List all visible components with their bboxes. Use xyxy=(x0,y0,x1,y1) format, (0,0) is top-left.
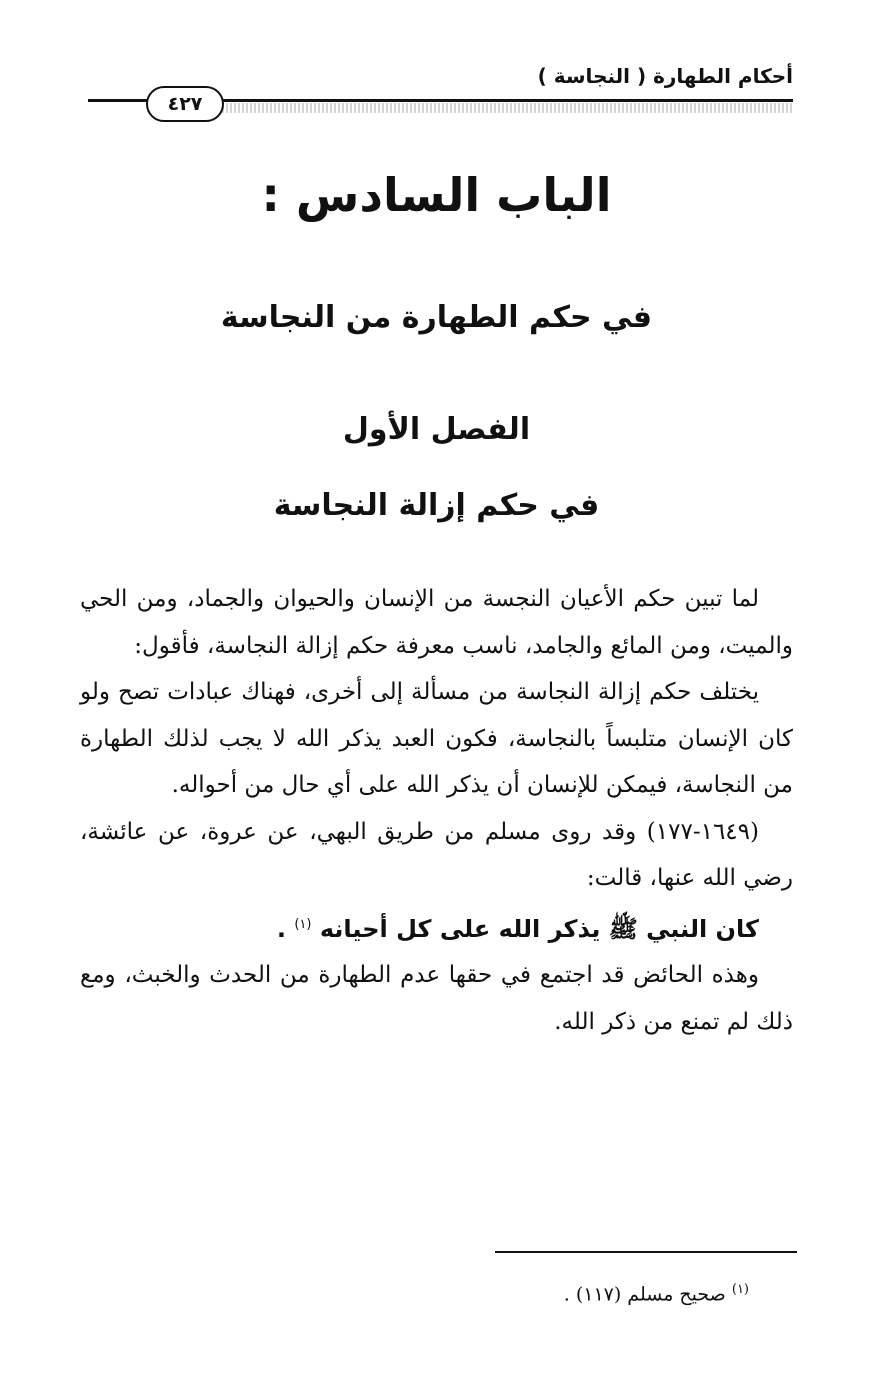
chapter-heading: الباب السادس : xyxy=(261,168,612,222)
paragraph-4: وهذه الحائض قد اجتمع في حقها عدم الطهارة من الحدث والخبث، ومع ذلك لم تمنع من ذكر الله. xyxy=(80,962,793,1035)
hadith-line xyxy=(80,902,793,953)
hadith-note-mark: (١) xyxy=(294,916,312,932)
paragraph-1: لما تبين حكم الأعيان النجسة من الإنسان والحيوان والجماد، ومن الحي والميت، ومن المائع والجامد، ناسب معرفة حكم إزالة النجاسة، فأقول: xyxy=(80,586,793,659)
hadith-text: كان النبي ﷺ يذكر الله على كل أحيانه xyxy=(319,914,759,943)
page-number-badge: ٤٢٧ xyxy=(146,86,224,122)
section-subtitle: في حكم إزالة النجاسة xyxy=(273,488,600,523)
footnote-text: صحيح مسلم (١١٧) . xyxy=(563,1283,726,1306)
footnote-mark: (١) xyxy=(731,1282,749,1297)
running-header-title: أحكام الطهارة ( النجاسة ) xyxy=(537,64,793,88)
hadith-end: . xyxy=(276,914,286,943)
paragraph-2: يختلف حكم إزالة النجاسة من مسألة إلى أخرى، فهناك عبادات تصح ولو كان الإنسان متلبساً بالنجاسة، فكون العبد يذكر الله لا يجب لذلك الطهارة من النجاسة، فيمكن للإنسان أن يذكر الله على أي حال من أحواله. xyxy=(80,679,793,798)
chapter-subtitle: في حكم الطهارة من النجاسة xyxy=(220,300,653,335)
footnote xyxy=(564,1282,749,1305)
section-heading: الفصل الأول xyxy=(342,412,531,447)
body-text xyxy=(80,576,793,1045)
header-shade xyxy=(222,103,793,113)
footnote-rule xyxy=(495,1251,797,1253)
paragraph-3: (١٦٤٩-١٧٧) وقد روى مسلم من طريق البهي، عن عروة، عن عائشة، رضي الله عنها، قالت: xyxy=(80,818,793,891)
